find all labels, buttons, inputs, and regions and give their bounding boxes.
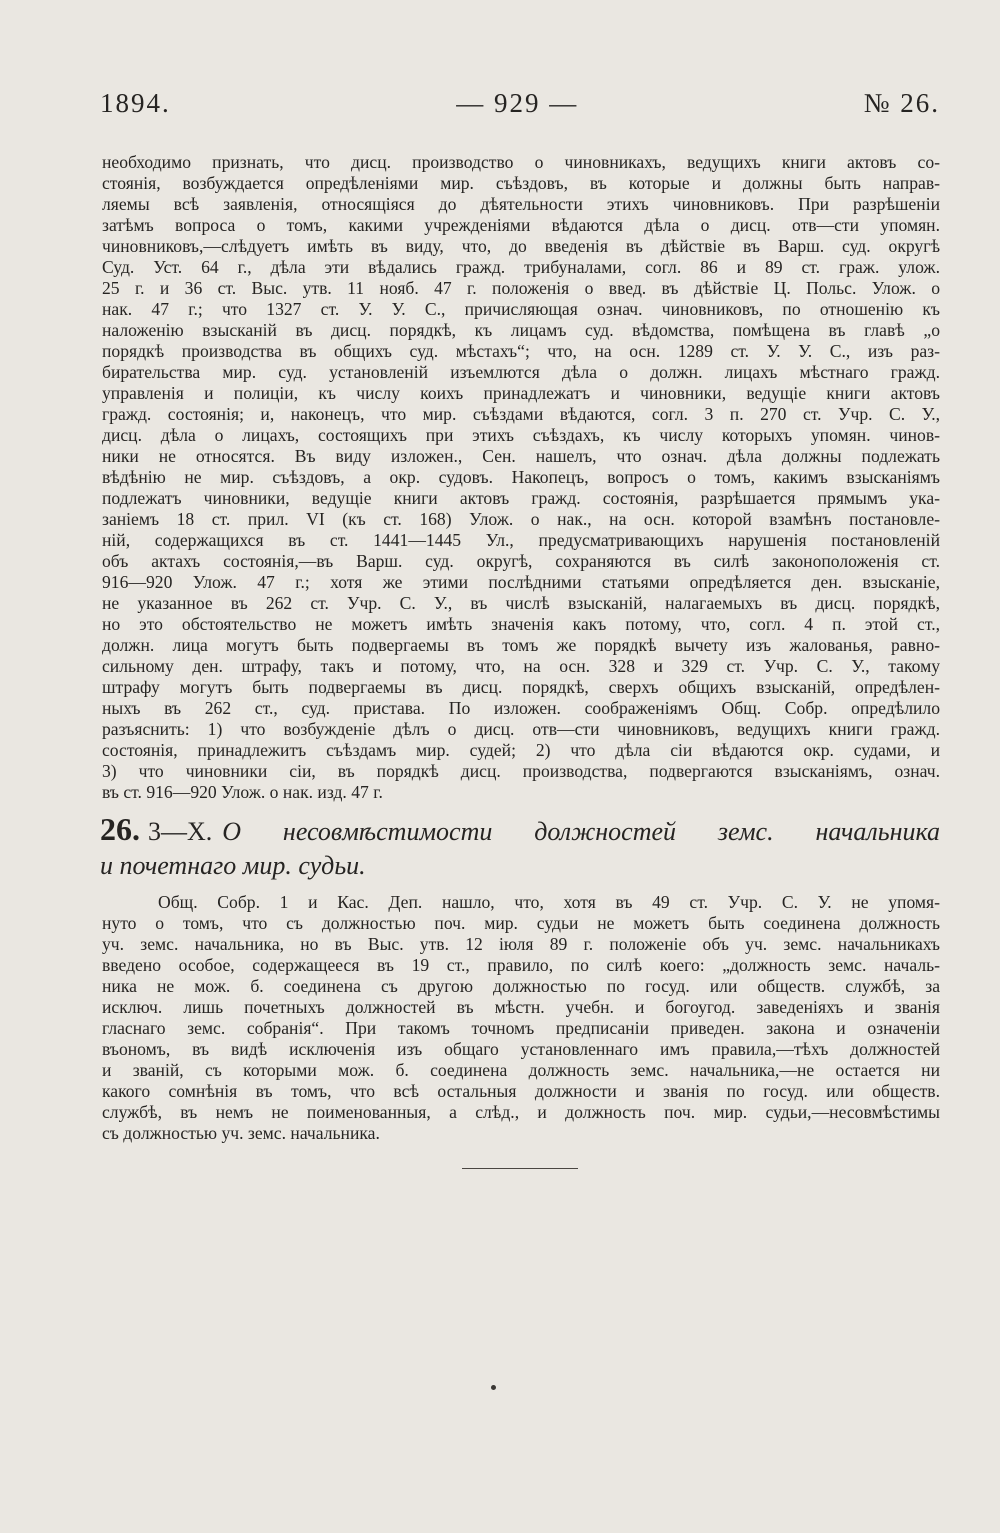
text-line: ника не мож. б. соединена съ другою должностью по госуд. или обществ. службѣ, за — [102, 976, 940, 996]
text-line: заніемъ 18 ст. прил. VI (къ ст. 168) Улож. о нак., на осн. которой взамѣнъ постановле- — [102, 509, 940, 529]
text-line: ляемы всѣ заявленія, относящіяся до дѣятельности этихъ чиновниковъ. При разрѣшеніи — [102, 194, 940, 214]
text-line: должн. лица могутъ быть подвергаемы въ томъ же порядкѣ вычету изъ жалованья, равно- — [102, 635, 940, 655]
section-title-line-1: О несовмѣстимости должностей земс. начальника — [222, 817, 940, 846]
text-line: штрафу могутъ быть подвергаемы въ дисц. порядкѣ, сверхъ общихъ взысканій, опредѣлен- — [102, 677, 940, 697]
section-title-line-2: и почетнаго мир. судьи. — [100, 851, 366, 880]
text-line: нуто о томъ, что съ должностью поч. мир. судьи не можетъ быть соединена должность — [102, 913, 940, 933]
year: 1894. — [100, 88, 171, 118]
body-text-upper — [102, 152, 940, 803]
text-line: состоянія, принадлежитъ съѣздамъ мир. судей; 2) что дѣла сіи вѣдаются окр. судами, и — [102, 740, 940, 760]
text-line: съ должностью уч. земс. начальника. — [102, 1123, 380, 1143]
text-line: затѣмъ вопроса о томъ, какими учрежденіями вѣдаются дѣла о дисц. отв—сти упомян. — [102, 215, 940, 235]
text-line: гражд. состоянія; и, наконецъ, что мир. съѣздами вѣдаются, согл. 3 п. 270 ст. Учр. С. У., — [102, 404, 940, 424]
body-text-lower — [102, 892, 940, 1144]
text-line: 916—920 Улож. 47 г.; хотя же этими послѣдними статьями опредѣляется ден. взысканіе, — [102, 572, 940, 592]
text-line: вѣдѣнію не мир. съѣздовъ, а окр. судовъ. Накопецъ, вопросъ о томъ, какимъ взысканіямъ — [102, 467, 940, 487]
text-line: но это обстоятельство не можетъ имѣть значенія какъ потому, что, согл. 4 п. этой ст., — [102, 614, 940, 634]
section-number: 26. — [100, 811, 140, 847]
section-heading — [100, 812, 940, 883]
closing-rule — [462, 1168, 578, 1169]
page-number: — 929 — — [456, 88, 579, 118]
section-heading-line-1 — [100, 812, 940, 849]
text-line: чиновниковъ,—слѣдуетъ имѣть въ виду, что, до введенія въ дѣйствіе въ Варш. суд. округѣ — [102, 236, 940, 256]
text-line: ники не относятся. Въ виду изложен., Сен. нашелъ, что означ. дѣла должны подлежать — [102, 446, 940, 466]
text-line: объ актахъ состоянія,—въ Варш. суд. округѣ, сохраняются въ силѣ законоположенія ст. — [102, 551, 940, 571]
text-line: стоянія, возбуждается опредѣленіями мир. съѣздовъ, въ которые и должны быть направ- — [102, 173, 940, 193]
text-line: ній, содержащихся въ ст. 1441—1445 Ул., предусматривающихъ нарушенія постановленій — [102, 530, 940, 550]
text-line: какого сомнѣнія въ томъ, что всѣ остальныя должности и званія по госуд. или обществ. — [102, 1081, 940, 1101]
text-line: бирательства мир. суд. установленій изъемлются дѣла о должн. лицахъ мѣстнаго гражд. — [102, 362, 940, 382]
text-line: службѣ, въ немъ не поименованныя, а слѣд., и должность поч. мир. судьи,—несовмѣстимы — [102, 1102, 940, 1122]
text-line: порядкѣ производства въ общихъ суд. мѣстахъ“; что, на осн. 1289 ст. У. У. С., изъ раз- — [102, 341, 940, 361]
section-date: 3—X. — [148, 817, 213, 846]
text-line: наложенію взысканій въ дисц. порядкѣ, къ лицамъ суд. вѣдомства, помѣщена въ главѣ „о — [102, 320, 940, 340]
text-line: и званій, съ которыми мож. б. соединена должность земс. начальника,—не остается ни — [102, 1060, 940, 1080]
text-line: подлежатъ чиновники, ведущіе книги актовъ гражд. состоянія, разрѣшается прямымъ ука- — [102, 488, 940, 508]
text-line: ныхъ въ 262 ст., суд. пристава. По изложен. соображеніямъ Общ. Собр. опредѣлило — [102, 698, 940, 718]
running-header — [100, 88, 940, 119]
text-line: Общ. Собр. 1 и Кас. Деп. нашло, что, хотя въ 49 ст. Учр. С. У. не упомя- — [158, 892, 940, 912]
text-line: гласнаго земс. собранія“. При такомъ точномъ предписаніи приведен. закона и означеніи — [102, 1018, 940, 1038]
text-line: Суд. Уст. 64 г., дѣла эти вѣдались гражд. трибуналами, согл. 86 и 89 ст. граж. улож. — [102, 257, 940, 277]
text-line: 3) что чиновники сіи, въ порядкѣ дисц. производства, подвергаются взысканіямъ, означ. — [102, 761, 940, 781]
ink-dot — [491, 1385, 496, 1390]
issue-number: № 26. — [863, 88, 940, 118]
text-line: не указанное въ 262 ст. Учр. С. У., въ числѣ взысканій, налагаемыхъ въ дисц. порядкѣ, — [102, 593, 940, 613]
text-line: 25 г. и 36 ст. Выс. утв. 11 нояб. 47 г. положенія о введ. въ дѣйствіе Ц. Польс. Улож. о — [102, 278, 940, 298]
text-line: уч. земс. начальника, но въ Выс. утв. 12 іюля 89 г. положеніе объ уч. земс. начальникахъ — [102, 934, 940, 954]
text-line: управленія и полиціи, къ числу коихъ принадлежатъ и чиновники, ведущіе книги актовъ — [102, 383, 940, 403]
text-line: введено особое, содержащееся въ 19 ст., правило, по силѣ коего: „должность земс. началь- — [102, 955, 940, 975]
text-line: необходимо признать, что дисц. производство о чиновникахъ, ведущихъ книги актовъ со- — [102, 152, 940, 172]
text-line: нак. 47 г.; что 1327 ст. У. У. С., причисляющая означ. чиновниковъ, по отношенію къ — [102, 299, 940, 319]
text-line: исключ. лишь почетныхъ должностей въ мѣстн. учебн. и богоугод. заведеніяхъ и званія — [102, 997, 940, 1017]
text-line: въономъ, въ видѣ исключенія изъ общаго установленнаго имъ правила,—тѣхъ должностей — [102, 1039, 940, 1059]
text-line: въ ст. 916—920 Улож. о нак. изд. 47 г. — [102, 782, 383, 802]
text-line: разъяснить: 1) что возбужденіе дѣлъ о дисц. отв—сти чиновниковъ, ведущихъ книги гражд. — [102, 719, 940, 739]
text-line: сильному ден. штрафу, такъ и потому, что, на осн. 328 и 329 ст. Учр. С. У., такому — [102, 656, 940, 676]
text-line: дисц. дѣла о лицахъ, состоящихъ при этихъ съѣздахъ, къ числу которыхъ упомян. чинов- — [102, 425, 940, 445]
